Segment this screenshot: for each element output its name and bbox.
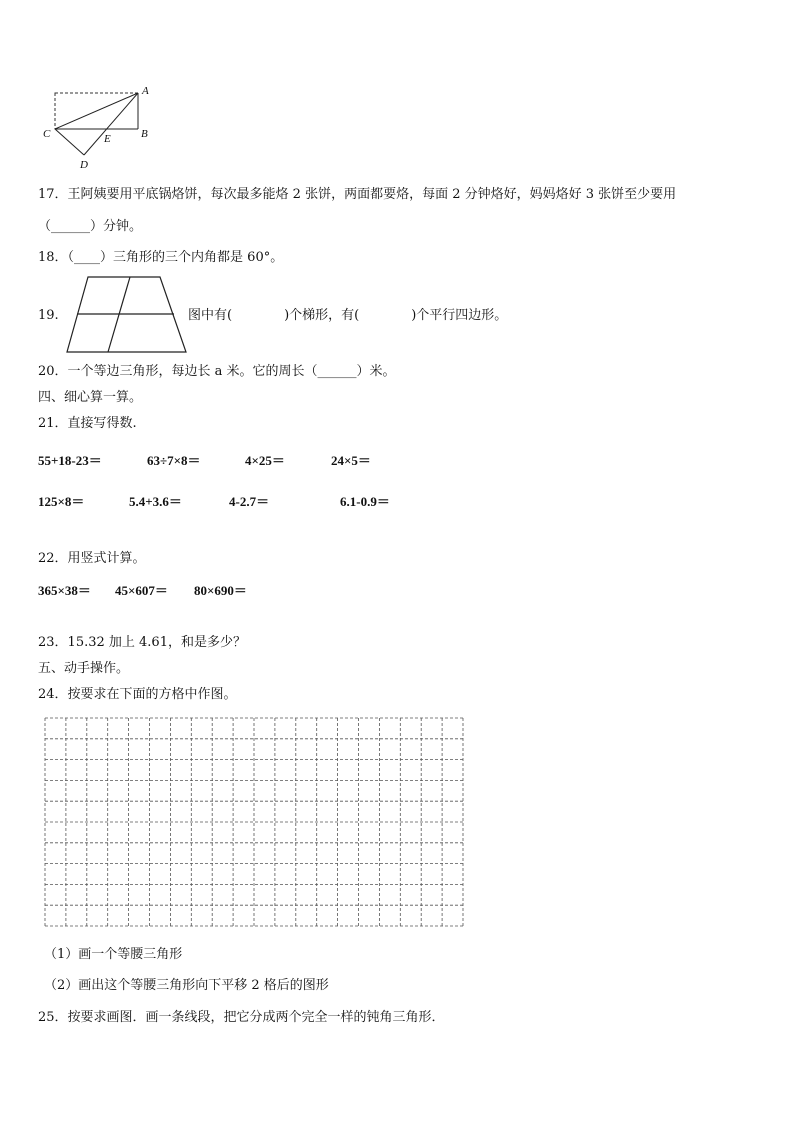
drawing-grid[interactable]: [44, 717, 464, 927]
section5-heading: 五、动手操作。: [38, 661, 130, 676]
q23: 23．15.32 加上 4.61，和是多少？: [38, 635, 246, 650]
q22-item: 80×690＝: [194, 583, 247, 598]
q21-item: 4-2.7＝: [229, 494, 270, 509]
section4-heading: 四、细心算一算。: [38, 390, 143, 405]
q17-line2: （______）分钟。: [38, 219, 143, 234]
q21-title: 21．直接写得数.: [38, 416, 137, 431]
segment-ca: [55, 93, 138, 129]
segment-cd: [55, 129, 84, 155]
q21-item: 4×25＝: [245, 453, 285, 468]
q24-sub2: （2）画出这个等腰三角形向下平移 2 格后的图形: [44, 978, 329, 993]
q24-sub1: （1）画一个等腰三角形: [44, 947, 183, 962]
trapezoid-figure: [64, 274, 190, 356]
q19-number: 19.: [38, 308, 59, 323]
label-c: C: [43, 128, 51, 140]
q22-item: 365×38＝: [38, 583, 91, 598]
q22-title: 22．用竖式计算。: [38, 551, 146, 566]
q24-title: 24．按要求在下面的方格中作图。: [38, 687, 237, 702]
q21-item: 6.1-0.9＝: [340, 494, 390, 509]
q25: 25．按要求画图．画一条线段，把它分成两个完全一样的钝角三角形．: [38, 1010, 445, 1025]
q20: 20．一个等边三角形，每边长 a 米。它的周长（______）米。: [38, 364, 396, 379]
q17-line1: 17．王阿姨要用平底锅烙饼，每次最多能烙 2 张饼，两面都要烙，每面 2 分钟烙好，妈妈烙好 3 张饼至少要用: [38, 187, 677, 202]
q21-item: 55+18-23＝: [38, 453, 102, 468]
label-a: A: [142, 85, 149, 97]
q22-item: 45×607＝: [115, 583, 168, 598]
q21-item: 5.4+3.6＝: [129, 494, 182, 509]
label-d: D: [80, 159, 88, 171]
q19-text: 图中有( )个梯形，有( )个平行四边形。: [188, 308, 508, 323]
q18: 18．（____）三角形的三个内角都是 60°。: [38, 250, 284, 265]
q21-item: 125×8＝: [38, 494, 85, 509]
q21-item: 63÷7×8＝: [147, 453, 201, 468]
segment-da: [84, 93, 138, 155]
triangle-figure: [40, 82, 160, 172]
label-b: B: [141, 128, 148, 140]
label-e: E: [104, 133, 111, 145]
q21-item: 24×5＝: [331, 453, 371, 468]
